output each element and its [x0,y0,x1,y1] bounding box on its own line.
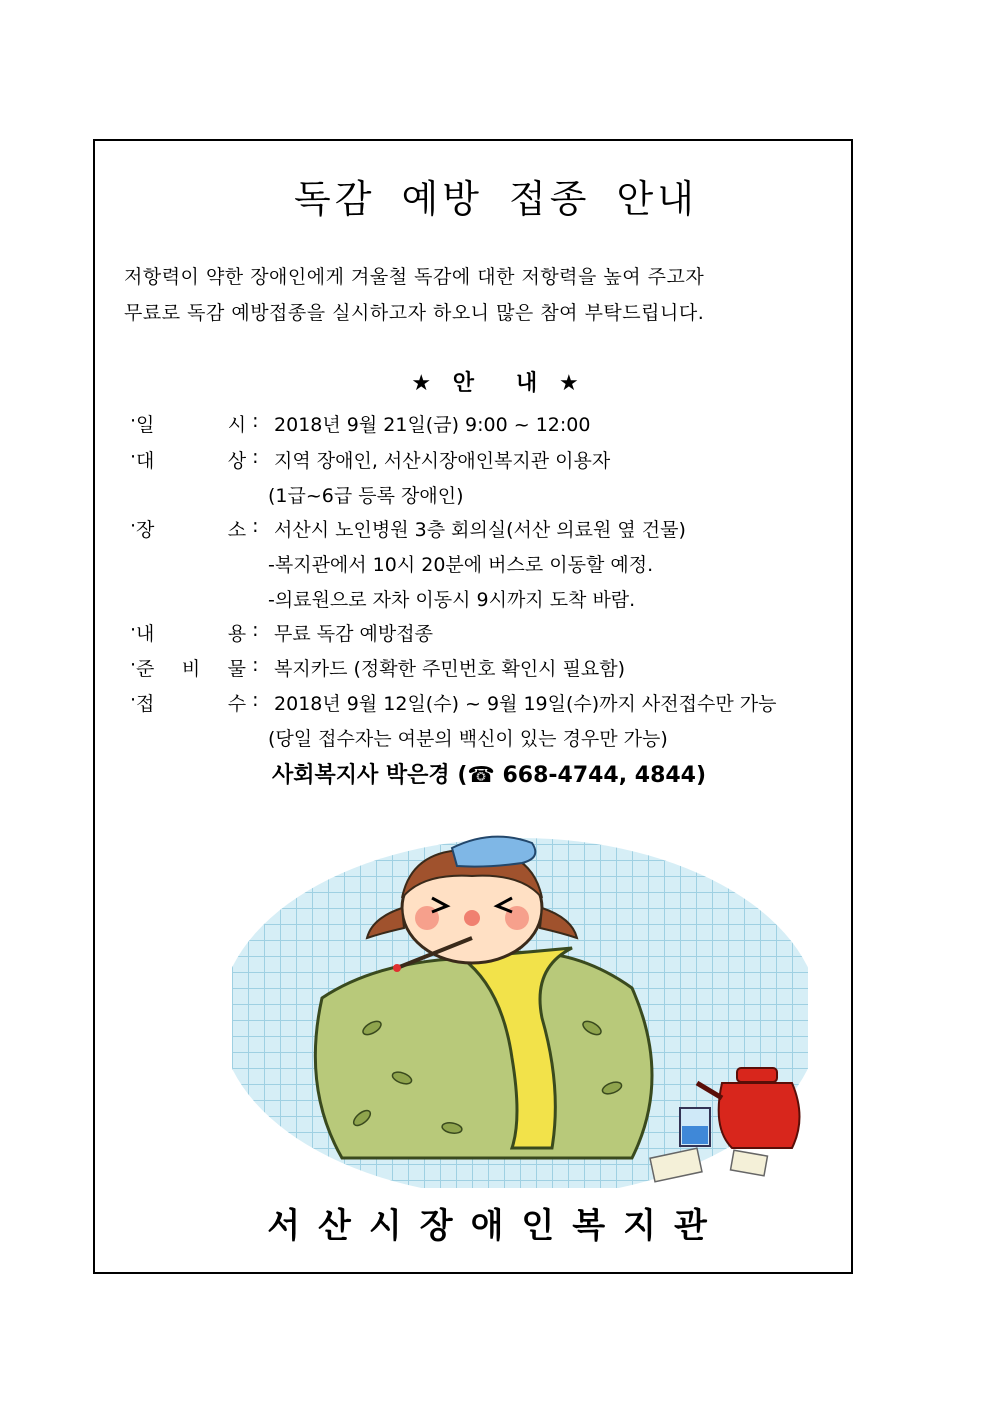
detail-label: 내 용 [136,623,247,645]
detail-sub: -의료원으로 자차 이동시 9시까지 도착 바람. [268,589,636,611]
phone-icon: ☎ [467,763,495,788]
detail-value: 지역 장애인, 서산시장애인복지관 이용자 [274,450,611,472]
detail-sub: -복지관에서 10시 20분에 버스로 이동할 예정. [268,554,654,576]
detail-sub: (당일 접수자는 여분의 백신이 있는 경우만 가능) [268,728,668,750]
detail-value: 서산시 노인병원 3층 회의실(서산 의료원 옆 건물) [274,519,686,541]
star-icon: ★ [558,371,581,396]
star-icon: ★ [411,371,434,396]
sick-child-illustration [232,828,808,1188]
detail-sub: (1급~6급 등록 장애인) [268,485,464,507]
contact-line: 사회복지사 박은경 (☎ 668-4744, 4844) [272,763,707,788]
detail-label: 준 비 물 [136,658,247,680]
detail-label: 장 소 [136,519,247,541]
notice-char-1: 안 [452,371,476,396]
detail-row-supplies: · 준 비 물 : 복지카드 (정확한 주민번호 확인시 필요함) [130,654,626,680]
detail-value: 2018년 9월 21일(금) 9:00 ~ 12:00 [274,414,591,436]
detail-row-registration: · 접 수 : 2018년 9월 12일(수) ~ 9월 19일(수)까지 사전접수만 가능 [130,689,777,715]
detail-row-target: · 대 상 : 지역 장애인, 서산시장애인복지관 이용자 [130,446,611,472]
intro-line-1: 저항력이 약한 장애인에게 겨울철 독감에 대한 저항력을 높여 주고자 [124,266,705,288]
notice-heading [0,366,992,397]
organization-name: 서산시장애인복지관 [267,1206,725,1246]
intro-line-2: 무료로 독감 예방접종을 실시하고자 하오니 많은 참여 부탁드립니다. [124,302,705,324]
detail-value: 복지카드 (정확한 주민번호 확인시 필요함) [274,658,626,680]
notice-char-2: 내 [516,371,540,396]
detail-row-date: · 일 시 : 2018년 9월 21일(금) 9:00 ~ 12:00 [130,410,591,436]
detail-label: 일 시 [136,414,247,436]
detail-row-place: · 장 소 : 서산시 노인병원 3층 회의실(서산 의료원 옆 건물) [130,515,686,541]
detail-value: 무료 독감 예방접종 [274,623,433,645]
page-title: 독감 예방 접종 안내 [294,177,698,221]
detail-row-content: · 내 용 : 무료 독감 예방접종 [130,619,433,645]
detail-label: 접 수 [136,693,247,715]
detail-label: 대 상 [136,450,247,472]
detail-value: 2018년 9월 12일(수) ~ 9월 19일(수)까지 사전접수만 가능 [274,693,777,715]
